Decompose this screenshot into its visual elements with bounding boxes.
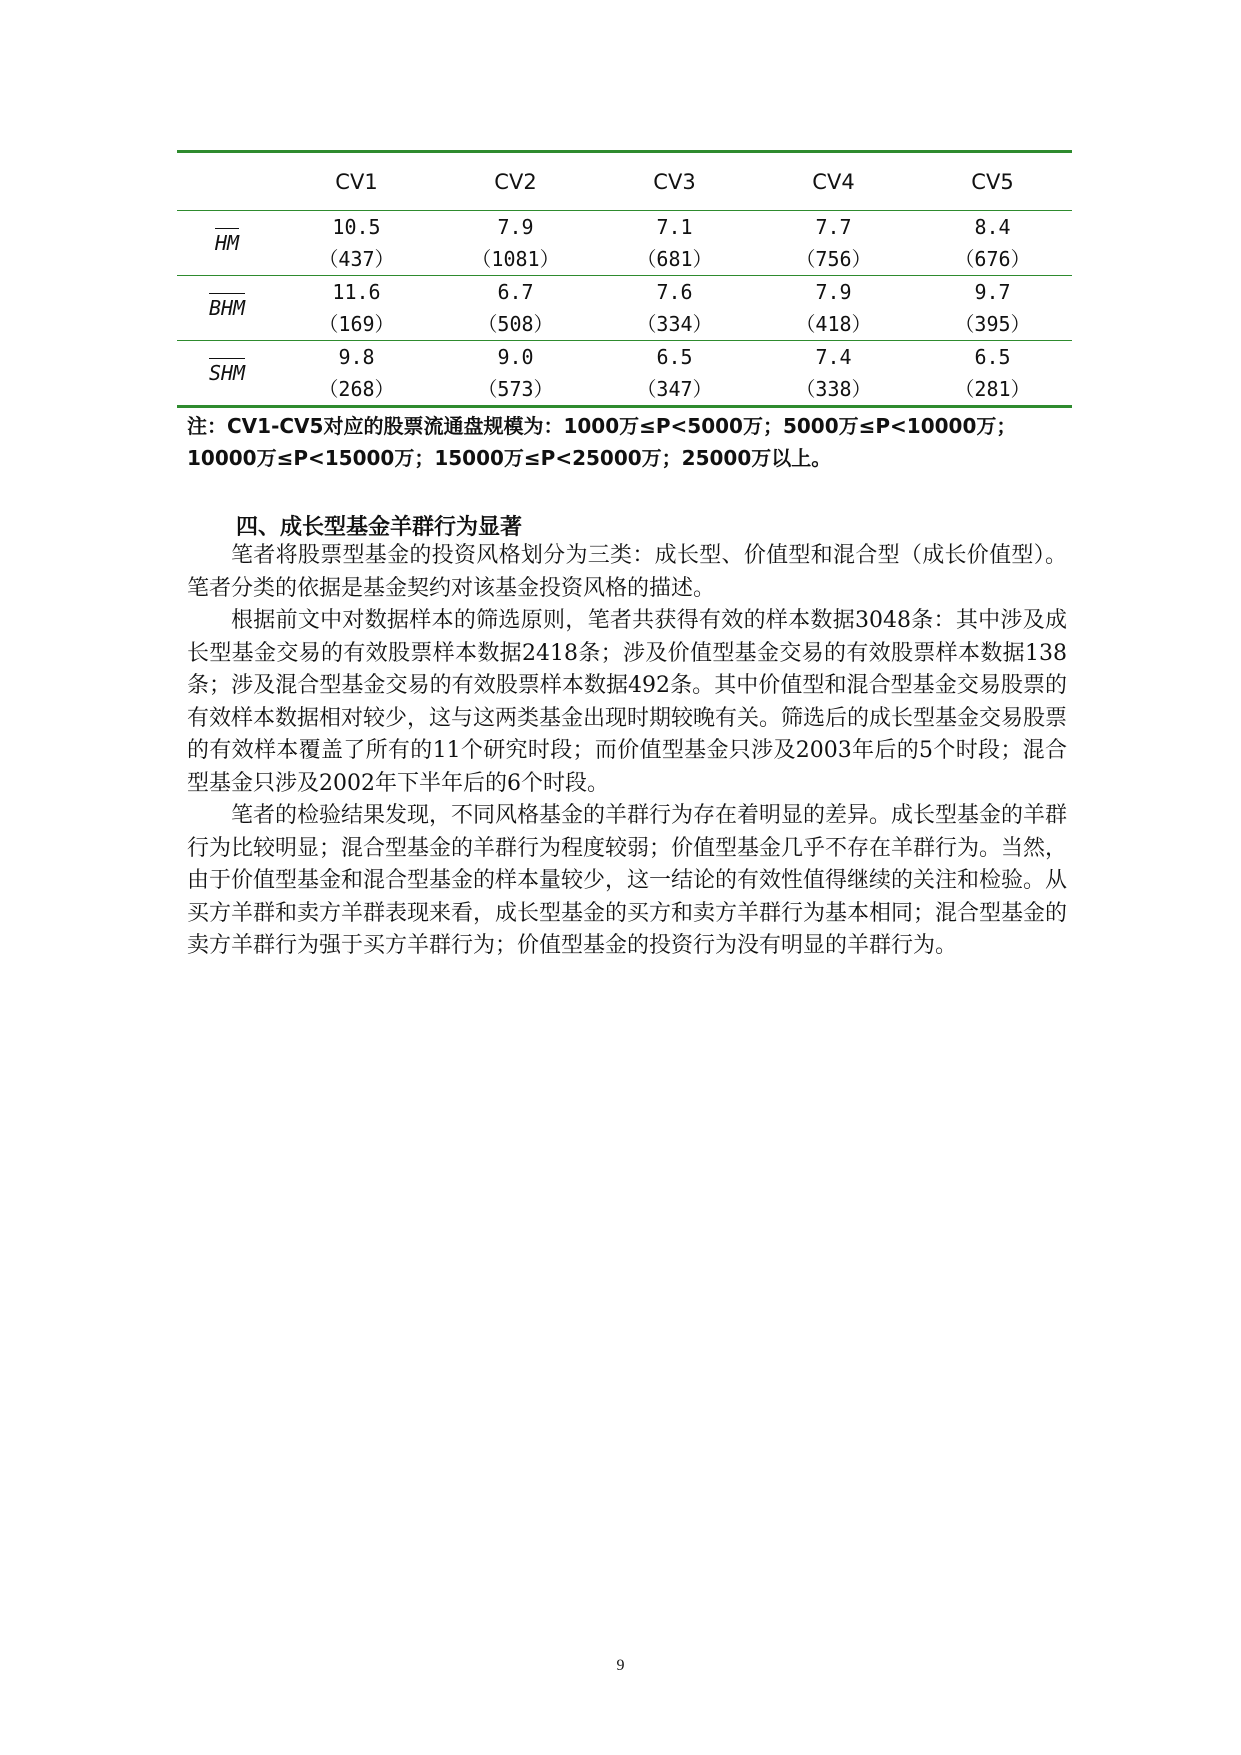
paragraph: 笔者的检验结果发现，不同风格基金的羊群行为存在着明显的差异。成长型基金的羊群行为比较明显；混合型基金的羊群行为程度较弱；价值型基金几乎不存在羊群行为。当然，由于价值型基金和混合型基金的样本量较少，这一结论的有效性值得继续的关注和检验。从买方羊群和卖方羊群表现来看，成长型基金的买方和卖方羊群行为基本相同；混合型基金的卖方羊群行为强于买方羊群行为；价值型基金的投资行为没有明显的羊群行为。	[187, 803, 1068, 958]
cell-count: （676）	[954, 247, 1031, 271]
cell-value: 9.7	[974, 280, 1011, 304]
paragraph: 笔者将股票型基金的投资风格划分为三类：成长型、价值型和混合型（成长价值型）。笔者分类的依据是基金契约对该基金投资风格的描述。	[187, 543, 1067, 601]
section-heading: 四、成长型基金羊群行为显著	[236, 515, 523, 540]
table-cell	[754, 211, 913, 276]
table-cell	[913, 211, 1072, 276]
cell-count: （573）	[477, 377, 554, 401]
table-cell	[595, 276, 754, 341]
cell-count: （756）	[795, 247, 872, 271]
row-label-text: BHM	[209, 293, 245, 319]
cell-count: （395）	[954, 312, 1031, 336]
table-cell	[913, 276, 1072, 341]
table-row	[177, 276, 1072, 341]
cv-herding-table	[177, 150, 1072, 408]
paragraph: 根据前文中对数据样本的筛选原则，笔者共获得有效的样本数据3048条：其中涉及成长型基金交易的有效股票样本数据2418条；涉及价值型基金交易的有效股票样本数据138条；涉及混合型基金交易的有效股票样本数据492条。其中价值型和混合型基金交易股票的有效样本数据相对较少，这与这两类基金出现时期较晚有关。筛选后的成长型基金交易股票的有效样本覆盖了所有的11个研究时段；而价值型基金只涉及2003年后的5个时段；混合型基金只涉及2002年下半年后的6个时段。	[187, 608, 1068, 796]
table-cell	[595, 341, 754, 407]
cell-count: （268）	[318, 377, 395, 401]
cell-value: 7.7	[815, 215, 852, 239]
row-label-text: HM	[215, 228, 239, 254]
cell-count: （281）	[954, 377, 1031, 401]
table-cell	[754, 341, 913, 407]
page-number: 9	[616, 1657, 625, 1674]
cell-count: （169）	[318, 312, 395, 336]
cell-count: （347）	[636, 377, 713, 401]
cell-value: 7.9	[815, 280, 852, 304]
cell-value: 6.5	[656, 345, 693, 369]
cell-value: 11.6	[332, 280, 381, 304]
cell-value: 6.5	[974, 345, 1011, 369]
cell-value: 7.4	[815, 345, 852, 369]
header-cell: CV4	[754, 152, 913, 211]
table-cell	[436, 276, 595, 341]
cell-count: （437）	[318, 247, 395, 271]
row-label	[177, 276, 277, 341]
table-header-row	[177, 152, 1072, 211]
cell-value: 7.9	[497, 215, 534, 239]
cell-value: 9.0	[497, 345, 534, 369]
cell-value: 6.7	[497, 280, 534, 304]
body-text	[187, 540, 1067, 963]
cell-count: （508）	[477, 312, 554, 336]
table-cell	[277, 341, 436, 407]
header-cell: CV5	[913, 152, 1072, 211]
table-cell	[277, 276, 436, 341]
table-note: 注：CV1-CV5对应的股票流通盘规模为：1000万≤P<5000万；5000万≤P<10000万；10000万≤P<15000万；15000万≤P<25000万；25000万以上。	[187, 414, 1017, 470]
row-label-text: SHM	[209, 358, 245, 384]
row-label	[177, 341, 277, 407]
cell-count: （418）	[795, 312, 872, 336]
cell-value: 9.8	[338, 345, 375, 369]
header-cell: CV3	[595, 152, 754, 211]
cell-count: （681）	[636, 247, 713, 271]
table-row	[177, 341, 1072, 407]
cell-value: 8.4	[974, 215, 1011, 239]
cell-value: 7.6	[656, 280, 693, 304]
table-cell	[595, 211, 754, 276]
header-cell: CV2	[436, 152, 595, 211]
table-cell	[913, 341, 1072, 407]
table-row	[177, 211, 1072, 276]
header-cell: CV1	[277, 152, 436, 211]
table-cell	[436, 341, 595, 407]
cell-count: （334）	[636, 312, 713, 336]
table-cell	[436, 211, 595, 276]
cell-value: 10.5	[332, 215, 381, 239]
table-cell	[754, 276, 913, 341]
table-cell	[277, 211, 436, 276]
cell-value: 7.1	[656, 215, 693, 239]
cell-count: （1081）	[471, 247, 560, 271]
cell-count: （338）	[795, 377, 872, 401]
header-cell-empty	[177, 152, 277, 211]
row-label	[177, 211, 277, 276]
